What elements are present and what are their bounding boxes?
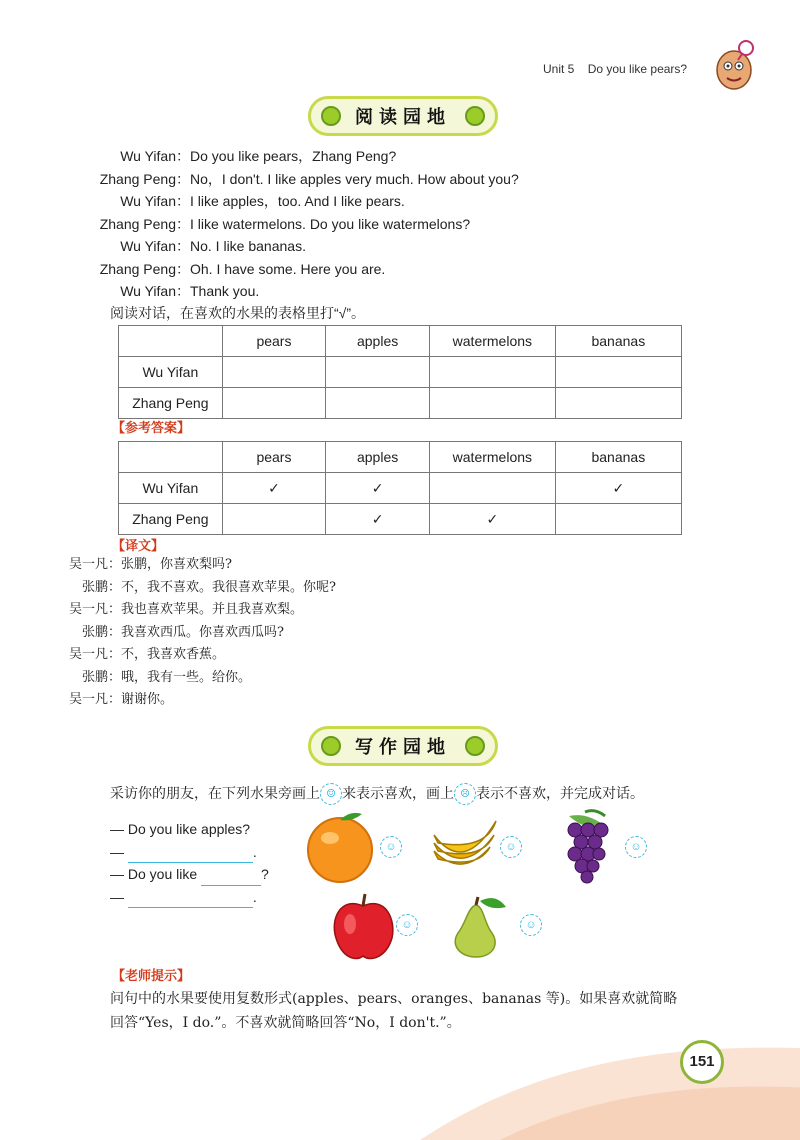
punct: . xyxy=(252,888,257,905)
speaker: 吴一凡 xyxy=(68,692,108,707)
line-text: — Do you like xyxy=(110,866,198,882)
row-header: Zhang Peng xyxy=(119,388,223,419)
instruction-part: 表示不喜欢，并完成对话。 xyxy=(476,786,644,802)
translation-line xyxy=(40,622,540,645)
column-header: apples xyxy=(326,442,430,473)
line-text: 不，我喜欢香蕉。 xyxy=(121,647,226,662)
dialogue-line xyxy=(0,145,620,168)
writing-line xyxy=(110,863,269,886)
instruction-part: 来表示喜欢，画上 xyxy=(342,786,454,802)
colon: ： xyxy=(176,170,190,187)
colon: ： xyxy=(108,579,122,595)
tips-line: 问句中的水果要使用复数形式(apples、pears、oranges、bananas 等)。如果喜欢就简略 xyxy=(110,991,678,1007)
colon: ： xyxy=(108,647,122,662)
column-header: watermelons xyxy=(430,326,556,357)
answer-cell xyxy=(222,504,325,535)
translation-line xyxy=(40,667,540,690)
unit-label: Unit 5 xyxy=(543,62,575,76)
decorative-wave xyxy=(420,1020,800,1140)
blank-cell[interactable] xyxy=(555,357,681,388)
speaker: Wu Yifan xyxy=(120,148,176,164)
tips-line: 回答“Yes，I do.”。不喜欢就简略回答“No，I don't.”。 xyxy=(110,1015,461,1031)
empty-face-icon[interactable]: ☺ xyxy=(396,914,418,936)
colon: ： xyxy=(108,692,122,707)
apple-icon xyxy=(330,890,396,964)
banner-title: 阅读园地 xyxy=(355,107,451,128)
colon: ： xyxy=(176,283,190,299)
table-row xyxy=(119,357,682,388)
answer-blank[interactable] xyxy=(128,848,253,863)
line-text: 我也喜欢苹果。并且我喜欢梨。 xyxy=(121,602,304,617)
answer-cell xyxy=(430,473,556,504)
grape-icon xyxy=(555,808,619,884)
line-text: No. I like bananas. xyxy=(190,238,306,254)
row-header: Wu Yifan xyxy=(119,473,223,504)
blank-cell[interactable] xyxy=(430,388,556,419)
dialogue-line xyxy=(0,280,620,303)
header-row xyxy=(119,326,682,357)
blank-cell[interactable] xyxy=(222,388,325,419)
line-text: 不，我不喜欢。我很喜欢苹果。你呢? xyxy=(121,579,336,595)
translation-line xyxy=(40,644,540,667)
colon: ： xyxy=(108,624,122,640)
row-header: Zhang Peng xyxy=(119,504,223,535)
answer-cell: ✓ xyxy=(555,473,681,504)
mascot-icon xyxy=(712,38,756,92)
answer-cell: ✓ xyxy=(430,504,556,535)
speaker: 吴一凡 xyxy=(68,557,108,572)
answer-cell: ✓ xyxy=(326,504,430,535)
frown-icon: ☹ xyxy=(454,783,476,805)
bullet-icon xyxy=(321,736,341,756)
tips-label: 【老师提示】 xyxy=(112,969,191,984)
answer-table xyxy=(118,325,682,419)
translation-line xyxy=(40,689,540,712)
blank-cell[interactable] xyxy=(555,388,681,419)
reference-answer-table xyxy=(118,441,682,535)
colon: ： xyxy=(176,260,190,277)
smile-icon: ☺ xyxy=(320,783,342,805)
translation-line xyxy=(40,599,540,622)
dialogue-line xyxy=(0,235,620,258)
empty-face-icon[interactable]: ☺ xyxy=(520,914,542,936)
speaker: 张鹏 xyxy=(81,669,108,685)
dash: — xyxy=(110,888,124,905)
dialogue-line xyxy=(0,213,620,236)
row-header: Wu Yifan xyxy=(119,357,223,388)
column-header: bananas xyxy=(555,326,681,357)
dialogue-line xyxy=(0,258,620,281)
answer-cell: ✓ xyxy=(326,473,430,504)
column-header: pears xyxy=(222,326,325,357)
line-text: Do you like pears，Zhang Peng? xyxy=(190,148,397,164)
pear-icon xyxy=(448,893,514,959)
colon: ： xyxy=(108,669,122,685)
empty-face-icon[interactable]: ☺ xyxy=(625,836,647,858)
answer-blank[interactable] xyxy=(128,893,253,908)
writing-line xyxy=(110,841,269,864)
column-header: pears xyxy=(222,442,325,473)
dialogue-line xyxy=(0,190,620,213)
punct: ? xyxy=(261,866,269,882)
corner-cell xyxy=(119,326,223,357)
speaker: Zhang Peng xyxy=(99,215,176,232)
punct: . xyxy=(252,843,257,860)
reading-instruction: 阅读对话，在喜欢的水果的表格里打“√”。 xyxy=(110,305,366,321)
bullet-icon xyxy=(465,106,485,126)
line-text: 哦，我有一些。给你。 xyxy=(121,669,252,685)
speaker: 吴一凡 xyxy=(68,647,108,662)
line-text: 张鹏，你喜欢梨吗? xyxy=(121,557,232,572)
running-header xyxy=(543,62,697,76)
translation-label: 【译文】 xyxy=(112,539,165,554)
empty-face-icon[interactable]: ☺ xyxy=(500,836,522,858)
translation-line xyxy=(40,577,540,600)
speaker: Wu Yifan xyxy=(120,238,176,254)
column-header: bananas xyxy=(555,442,681,473)
unit-title: Do you like pears? xyxy=(587,62,688,76)
writing-instruction xyxy=(110,783,644,805)
line-text: 谢谢你。 xyxy=(121,692,174,707)
reading-banner xyxy=(308,96,498,136)
blank-cell[interactable] xyxy=(326,357,430,388)
colon: ： xyxy=(108,602,122,617)
speaker: 张鹏 xyxy=(81,579,108,595)
line-text: 我喜欢西瓜。你喜欢西瓜吗? xyxy=(121,624,284,640)
speaker: 张鹏 xyxy=(81,624,108,640)
line-text: I like watermelons. Do you like watermelons? xyxy=(190,215,471,232)
answer-cell xyxy=(555,504,681,535)
table-row xyxy=(119,388,682,419)
writing-banner xyxy=(308,726,498,766)
speaker: Zhang Peng xyxy=(99,170,176,187)
speaker: Zhang Peng xyxy=(99,260,176,277)
banner-title: 写作园地 xyxy=(355,737,451,758)
header-row xyxy=(119,442,682,473)
answer-label: 【参考答案】 xyxy=(112,421,191,436)
orange-icon xyxy=(302,808,382,884)
colon: ： xyxy=(176,215,190,232)
corner-cell xyxy=(119,442,223,473)
dialogue xyxy=(0,145,620,303)
speaker: Wu Yifan xyxy=(120,283,176,299)
page-number: 151 xyxy=(680,1040,724,1084)
bullet-icon xyxy=(321,106,341,126)
dash: — xyxy=(110,843,124,860)
colon: ： xyxy=(176,148,190,164)
blank-cell[interactable] xyxy=(430,357,556,388)
empty-face-icon[interactable]: ☺ xyxy=(380,836,402,858)
banana-icon xyxy=(430,815,500,871)
line-text: Oh. I have some. Here you are. xyxy=(190,260,386,277)
answer-blank[interactable] xyxy=(201,871,261,886)
line-text: I like apples，too. And I like pears. xyxy=(190,193,405,209)
answer-cell: ✓ xyxy=(222,473,325,504)
colon: ： xyxy=(108,557,122,572)
line-text: Thank you. xyxy=(190,283,260,299)
line-text: No，I don't. I like apples very much. How about you? xyxy=(190,170,519,187)
blank-cell[interactable] xyxy=(326,388,430,419)
table-row xyxy=(119,504,682,535)
writing-line: — Do you like apples? xyxy=(110,821,251,837)
translation xyxy=(40,554,540,712)
column-header: apples xyxy=(326,326,430,357)
instruction-part: 采访你的朋友，在下列水果旁画上 xyxy=(110,786,320,802)
speaker: Wu Yifan xyxy=(120,193,176,209)
blank-cell[interactable] xyxy=(222,357,325,388)
writing-line xyxy=(110,886,269,909)
table-row xyxy=(119,473,682,504)
speaker: 吴一凡 xyxy=(68,602,108,617)
colon: ： xyxy=(176,193,190,209)
bullet-icon xyxy=(465,736,485,756)
dialogue-line xyxy=(0,168,620,191)
column-header: watermelons xyxy=(430,442,556,473)
writing-lines xyxy=(110,818,269,908)
colon: ： xyxy=(176,238,190,254)
translation-line xyxy=(40,554,540,577)
